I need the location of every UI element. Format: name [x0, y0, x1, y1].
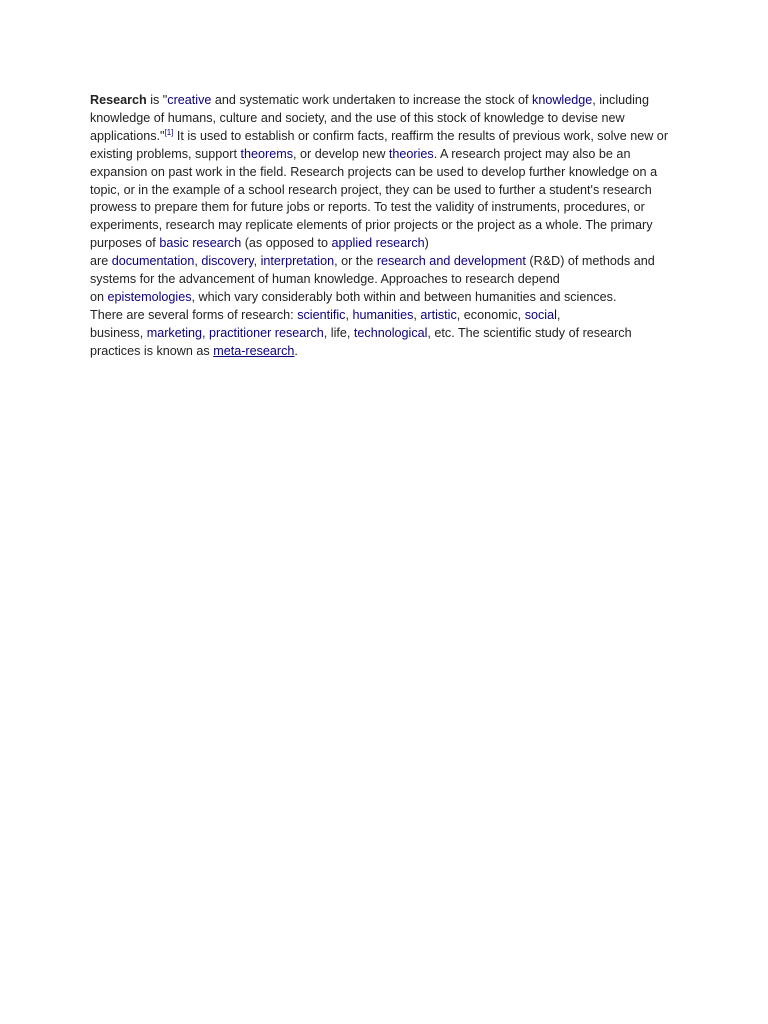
link-marketing[interactable]: marketing	[146, 325, 202, 340]
paragraph-text: (as opposed to	[241, 236, 332, 251]
link-practitioner-research[interactable]: practitioner research	[209, 325, 324, 340]
paragraph-text: on	[90, 289, 108, 304]
paragraph-text: are	[90, 254, 112, 269]
paragraph-text: , or the	[334, 254, 377, 269]
paragraph-text: ,	[556, 307, 561, 322]
paragraph-text: , life,	[323, 325, 354, 340]
paragraph-text: , which vary considerably both within and between humanities and sciences.	[191, 289, 617, 304]
link-humanities[interactable]: humanities	[352, 307, 414, 322]
paragraph-text: )	[424, 236, 429, 251]
paragraph-text: , or develop new	[293, 146, 389, 161]
link-scientific[interactable]: scientific	[297, 307, 346, 322]
paragraph-text: It is used to establish or confirm facts, reaffirm the results of previous work, solve new or existing problems, support	[90, 128, 669, 161]
paragraph-text: and systematic work undertaken to increase the stock of	[211, 93, 533, 107]
paragraph-text: .	[294, 343, 298, 358]
link-meta-research[interactable]: meta-research	[213, 343, 295, 358]
paragraph-text: , economic,	[456, 307, 525, 322]
link-applied-research[interactable]: applied research	[331, 236, 425, 251]
paragraph-text: . A research project may also be an expansion on past work in the field. Research projects can be used to develop further knowledge on a topic, or in the example of a school research project, they can be used to further a student's research prowess to prepare them for future jobs or reports. To test the validity of instruments, procedures, or experiments, research may replicate elements of prior projects or the project as a whole. The primary purposes of	[90, 146, 658, 251]
paragraph-text: ,	[253, 254, 261, 269]
link-theories[interactable]: theories	[388, 146, 434, 161]
link-interpretation[interactable]: interpretation	[260, 254, 335, 269]
paragraph-text: (R&D) of methods and systems for the advancement of human knowledge. Approaches to research depend	[90, 254, 655, 287]
paragraph-text: ,	[345, 307, 353, 322]
paragraph-text: ,	[194, 254, 202, 269]
link-documentation[interactable]: documentation	[111, 254, 195, 269]
paragraph-text: ,	[202, 325, 209, 340]
paragraph-text: , etc. The scientific study of research practices is known as	[90, 325, 632, 358]
link-epistemologies[interactable]: epistemologies	[107, 289, 192, 304]
citation-1[interactable]: [1]	[164, 127, 174, 137]
paragraph-text: ,	[413, 307, 421, 322]
link-artistic[interactable]: artistic	[420, 307, 457, 322]
term-research: Research	[90, 93, 147, 107]
link-basic-research[interactable]: basic research	[159, 236, 242, 251]
article-paragraph	[90, 92, 682, 361]
paragraph-text: is "	[146, 93, 168, 107]
link-theorems[interactable]: theorems	[240, 146, 293, 161]
link-knowledge[interactable]: knowledge	[532, 93, 593, 107]
link-creative[interactable]: creative	[167, 93, 212, 107]
link-discovery[interactable]: discovery	[201, 254, 254, 269]
link-social[interactable]: social	[524, 307, 557, 322]
paragraph-text: There are several forms of research:	[90, 307, 298, 322]
link-research-and-development[interactable]: research and development	[376, 254, 526, 269]
paragraph-text: business,	[90, 325, 147, 340]
paragraph-text: , including knowledge of humans, culture and society, and the use of this stock of knowledge to devise new applications."	[90, 93, 649, 143]
link-technological[interactable]: technological	[353, 325, 428, 340]
